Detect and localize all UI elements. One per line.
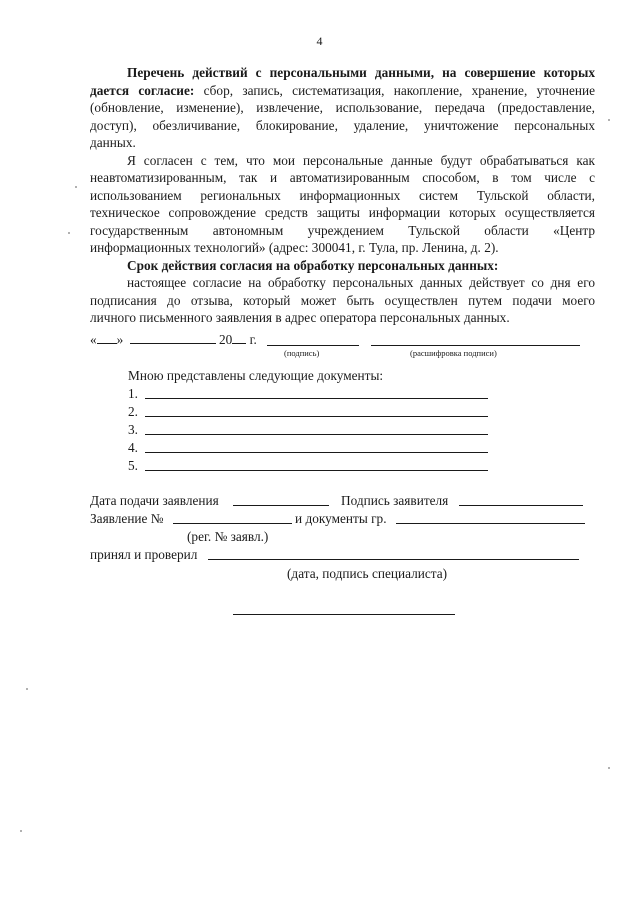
actions-line-4: данных. [90, 135, 136, 150]
document-item-4-number: 4. [128, 440, 138, 455]
submit-date-label: Дата подачи заявления [90, 493, 219, 508]
actions-line-1-text: сбор, запись, систематизация, накопление, хранение, уточнение [194, 82, 596, 98]
day-field[interactable] [97, 333, 117, 344]
accepted-label: принял и проверил [90, 547, 198, 562]
scan-speck [26, 688, 28, 690]
document-item-2-number: 2. [128, 404, 138, 419]
specialist-caption: (дата, подпись специалиста) [287, 566, 448, 581]
signature-decode-caption: (расшифровка подписи) [410, 348, 497, 358]
actions-line-1 [90, 82, 595, 100]
submit-date-line[interactable] [233, 505, 329, 506]
applicant-sign-label: Подпись заявителя [341, 493, 449, 508]
document-item-5-line[interactable] [145, 470, 488, 471]
consent-line-1: Я согласен с тем, что мои персональные данные будут обрабатываться как [127, 152, 595, 168]
consent-line-2: неавтоматизированным, так и автоматизированным способом, в том числе с [90, 170, 595, 185]
accepted-line[interactable] [208, 559, 579, 560]
date-signature-row [90, 331, 257, 348]
signature-caption: (подпись) [284, 348, 320, 358]
actions-line-2: (обновление, изменение), извлечение, использование, передача (предоставление, [90, 100, 595, 115]
document-item-3-number: 3. [128, 422, 138, 437]
scan-speck [75, 186, 77, 188]
quote-close: » [116, 332, 124, 347]
scan-speck [608, 767, 610, 769]
document-item-5-number: 5. [128, 458, 138, 473]
year-prefix: 20 [218, 332, 233, 347]
month-field[interactable] [130, 333, 216, 344]
consent-line-3: использованием региональных информационных систем Тульской области, [90, 187, 595, 203]
actions-heading-line [90, 64, 595, 82]
year-field[interactable] [232, 333, 246, 344]
applicant-sign-line[interactable] [459, 505, 583, 506]
scan-speck [68, 232, 70, 234]
applicant-name-line[interactable] [396, 523, 585, 524]
term-line-1: настоящее согласие на обработку персональных данных действует со дня его [127, 275, 595, 290]
document-item-1-line[interactable] [145, 398, 488, 399]
document-item-3-line[interactable] [145, 434, 488, 435]
signature-line[interactable] [267, 345, 359, 346]
signature-decode-line[interactable] [371, 345, 580, 346]
application-no-line[interactable] [173, 523, 292, 524]
page-number: 4 [316, 34, 323, 48]
scan-speck [20, 830, 22, 832]
document-item-4-line[interactable] [145, 452, 488, 453]
term-line-2: подписания до отзыва, который может быть осуществлен путем подачи моего [90, 292, 595, 308]
year-suffix: г. [249, 332, 257, 347]
reg-no-caption: (рег. № заявл.) [187, 529, 269, 544]
quote-open: « [90, 332, 97, 347]
actions-line-3: доступ), обезличивание, блокирование, удаление, уничтожение персональных [90, 117, 595, 133]
actions-heading-bold-2: дается согласие: [90, 82, 195, 98]
term-line-3: личного письменного заявления в адрес оператора персональных данных. [90, 310, 510, 325]
consent-line-6: информационных технологий» (адрес: 300041, г. Тула, пр. Ленина, д. 2). [90, 240, 499, 255]
consent-line-4: техническое сопровождение средств защиты информации которых осуществляется [90, 205, 595, 220]
consent-line-5: государственным автономным учреждением Тульской области «Центр [90, 222, 595, 238]
document-item-2-line[interactable] [145, 416, 488, 417]
closing-rule [233, 614, 455, 615]
documents-heading: Мною представлены следующие документы: [128, 368, 384, 383]
application-no-label: Заявление № [90, 511, 164, 526]
term-heading: Срок действия согласия на обработку персональных данных: [127, 257, 499, 273]
document-item-1-number: 1. [128, 386, 138, 401]
and-docs-label: и документы гр. [295, 511, 387, 526]
scan-speck [608, 119, 610, 121]
actions-heading-bold: Перечень действий с персональными данными, на совершение которых [127, 65, 595, 80]
